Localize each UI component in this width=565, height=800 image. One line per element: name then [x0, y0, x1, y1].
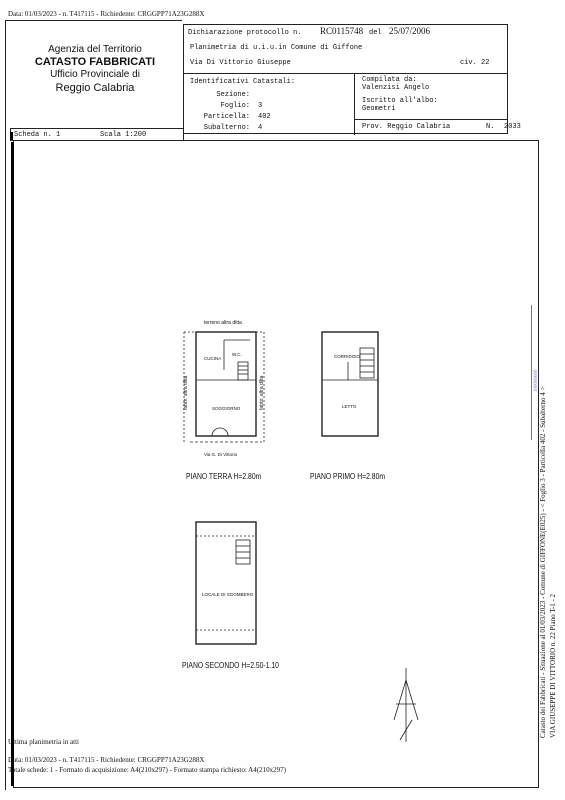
terreno-label: terreno altra ditta — [204, 320, 242, 326]
agency-ufficio: Ufficio Provinciale di — [50, 69, 140, 80]
footer-request-info: Data: 01/03/2023 - n. T417115 - Richiedente: CRGGPP71A23G288X — [8, 756, 205, 764]
particella-label: Particella: — [203, 113, 250, 121]
catastali-title: Identificativi Catastali: — [190, 78, 296, 86]
planimetria-title: Planimetria di u.i.u.in Comune di Giffone — [190, 44, 363, 52]
right-side-address: VIA GIUSEPPE DI VITTORIO n. 22 Piano T-1 - 2 — [549, 593, 557, 738]
compilata-name: Valenzisi Angelo — [362, 84, 430, 92]
piano-terra-plan — [184, 332, 264, 442]
fabbr-right-label: fabbr. altra ditta — [259, 375, 265, 410]
prov-label: Prov. Reggio Calabria — [362, 123, 451, 131]
room-cucina: CUCINA — [204, 356, 222, 361]
protocollo-date: 25/07/2006 — [389, 26, 431, 36]
street-label: Via G. Di Vittorio — [204, 452, 238, 457]
piano-secondo-label: PIANO SECONDO H=2.50-1.10 — [182, 661, 279, 670]
room-corridoio: CORRIDOIO — [334, 354, 361, 359]
room-soggiorno: SOGGIORNO — [212, 406, 241, 411]
particella-value: 402 — [258, 113, 271, 121]
right-marker-text: 100000000 — [534, 369, 539, 392]
agency-province: Reggio Calabria — [55, 82, 135, 94]
piano-primo-label: PIANO PRIMO H=2.80m — [310, 472, 386, 481]
civico: civ. 22 — [460, 59, 490, 67]
piano-secondo-plan — [196, 522, 256, 644]
scala: Scala 1:200 — [100, 131, 147, 139]
albo-value: Geometri — [362, 105, 396, 113]
compilata-label: Compilata da: — [362, 76, 417, 84]
header-request-info: Data: 01/03/2023 - n. T417115 - Richiedente: CRGGPP71A23G288X — [8, 10, 205, 18]
scheda-number: Scheda n. 1 — [14, 131, 61, 139]
footer-format-info: Totale schede: 1 - Formato di acquisizione: A4(210x297) - Formato stampa richiesto: A4(210x297) — [8, 766, 286, 774]
north-arrow-icon — [394, 668, 418, 742]
del-label: del — [369, 29, 382, 37]
address: Via Di Vittorio Giuseppe — [190, 59, 291, 67]
ultima-planimetria: Ultima planimetria in atti — [8, 738, 79, 746]
subalterno-label: Subalterno: — [203, 124, 250, 132]
room-locale: LOCALE DI SGOMBERO — [202, 592, 254, 597]
n-value: 2033 — [504, 123, 521, 131]
foglio-label: Foglio: — [220, 102, 250, 110]
subalterno-value: 4 — [258, 124, 263, 132]
n-label: N. — [486, 123, 495, 131]
piano-terra-label: PIANO TERRA H=2.80m — [186, 472, 262, 481]
room-wc: W.C. — [232, 352, 242, 357]
piano-primo-plan — [322, 332, 378, 436]
room-letto: LETTO — [342, 404, 357, 409]
foglio-value: 3 — [258, 102, 263, 110]
sezione-label: Sezione: — [216, 91, 250, 99]
agency-catasto: CATASTO FABBRICATI — [34, 56, 156, 68]
protocollo-number: RC0115748 — [320, 26, 364, 36]
fabbr-left-label: fabbr. altra ditta — [183, 375, 189, 410]
right-side-info: Catasto dei Fabbricati - Situazione al 01/03/2023 - Comune di GIFFONE(E025) - < Foglio 3 - Particella 402 - Subalterno 4 > — [539, 386, 547, 738]
albo-label: Iscritto all'albo: — [362, 97, 438, 105]
agency-name: Agenzia del Territorio — [48, 44, 142, 55]
dichiarazione-label: Dichiarazione protocollo n. — [188, 29, 302, 37]
